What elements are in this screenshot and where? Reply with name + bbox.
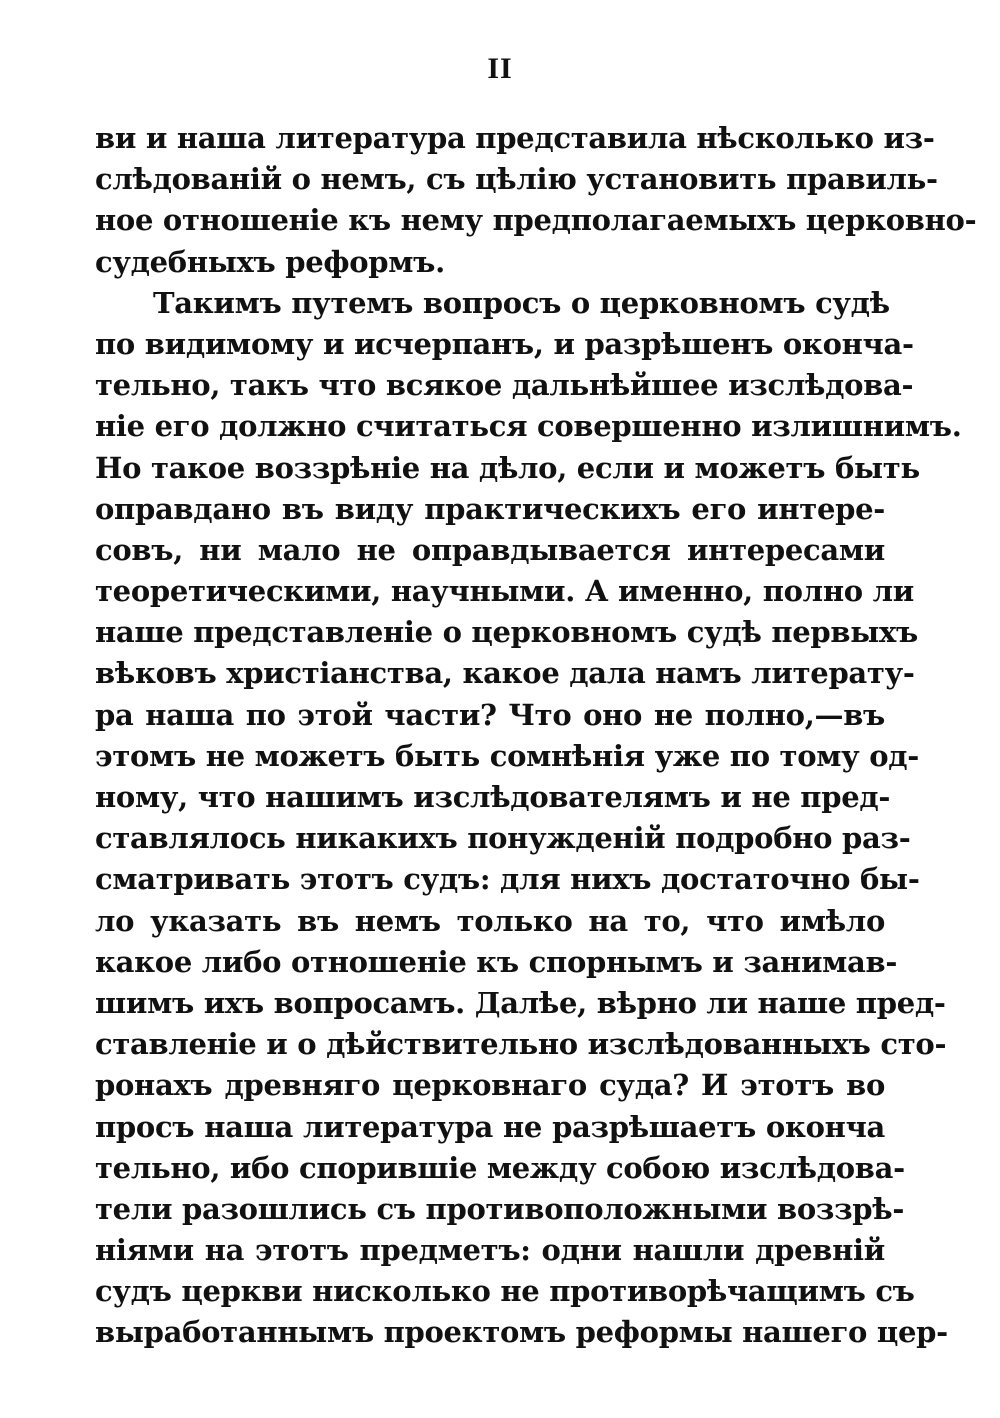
text-line: ніе его должно считаться совершенно излишнимъ. [95,409,962,444]
text-line: ное отношеніе къ нему предполагаемыхъ церковно- [95,203,977,238]
text-line: тели разошлись съ противоположными воззрѣ- [95,1191,905,1226]
text-line: Но такое воззрѣніе на дѣло, если и можетъ быть [95,450,920,485]
text-line: какое либо отношеніе къ спорнымъ и занимав- [95,944,898,979]
text-line: тельно, ибо спорившіе между собою изслѣдова- [95,1150,905,1185]
text-line: ніями на этотъ предметъ: одни нашли древній [95,1233,885,1268]
text-line: теоретическими, научными. А именно, полно ли [95,574,914,609]
text-line: Такимъ путемъ вопросъ о церковномъ судѣ [153,285,890,320]
text-line: ви и наша литература представила нѣсколько из- [95,121,935,155]
text-line: ставленіе и о дѣйствительно изслѣдованныхъ сто- [95,1027,947,1062]
text-line: судъ церкви нисколько не противорѣчащимъ съ [95,1274,915,1309]
text-line: оправдано въ виду практическихъ его интере- [95,491,885,526]
text-line: судебныхъ реформъ. [95,244,445,279]
text-line: совъ, ни мало не оправдывается интересами [95,532,885,567]
paragraph-2 [95,283,962,1354]
body-text [95,118,977,1354]
text-line: ставлялось никакихъ понужденій подробно раз- [95,821,911,856]
paragraph-1 [95,118,977,283]
text-line: шимъ ихъ вопросамъ. Далѣе, вѣрно ли наше пред- [95,985,946,1020]
text-line: тельно, такъ что всякое дальнѣйшее изслѣдова- [95,368,914,403]
text-line: ному, что нашимъ изслѣдователямъ и не пред- [95,780,891,814]
text-line: этомъ не можетъ быть сомнѣнія уже по тому од- [95,738,920,773]
page-number: II [487,52,513,85]
text-line: просъ наша литература не разрѣшаетъ оконча [95,1109,885,1144]
text-line: по видимому и исчерпанъ, и разрѣшенъ оконча- [95,326,914,361]
text-line: ра наша по этой части? Что оно не полно,—въ [95,697,885,732]
text-line: ронахъ древняго церковнаго суда? И этотъ во [95,1068,885,1103]
text-line: сматривать этотъ судъ: для нихъ достаточно бы- [95,862,920,897]
text-line: вѣковъ христіанства, какое дала намъ литерату- [95,656,915,691]
text-line: ло указать въ немъ только на то, что имѣло [95,903,885,938]
text-line: наше представленіе о церковномъ судѣ первыхъ [95,615,918,650]
text-line: выработаннымъ проектомъ реформы нашего цер- [95,1315,948,1350]
text-line: слѣдованій о немъ, съ цѣлію установить правиль- [95,162,938,197]
